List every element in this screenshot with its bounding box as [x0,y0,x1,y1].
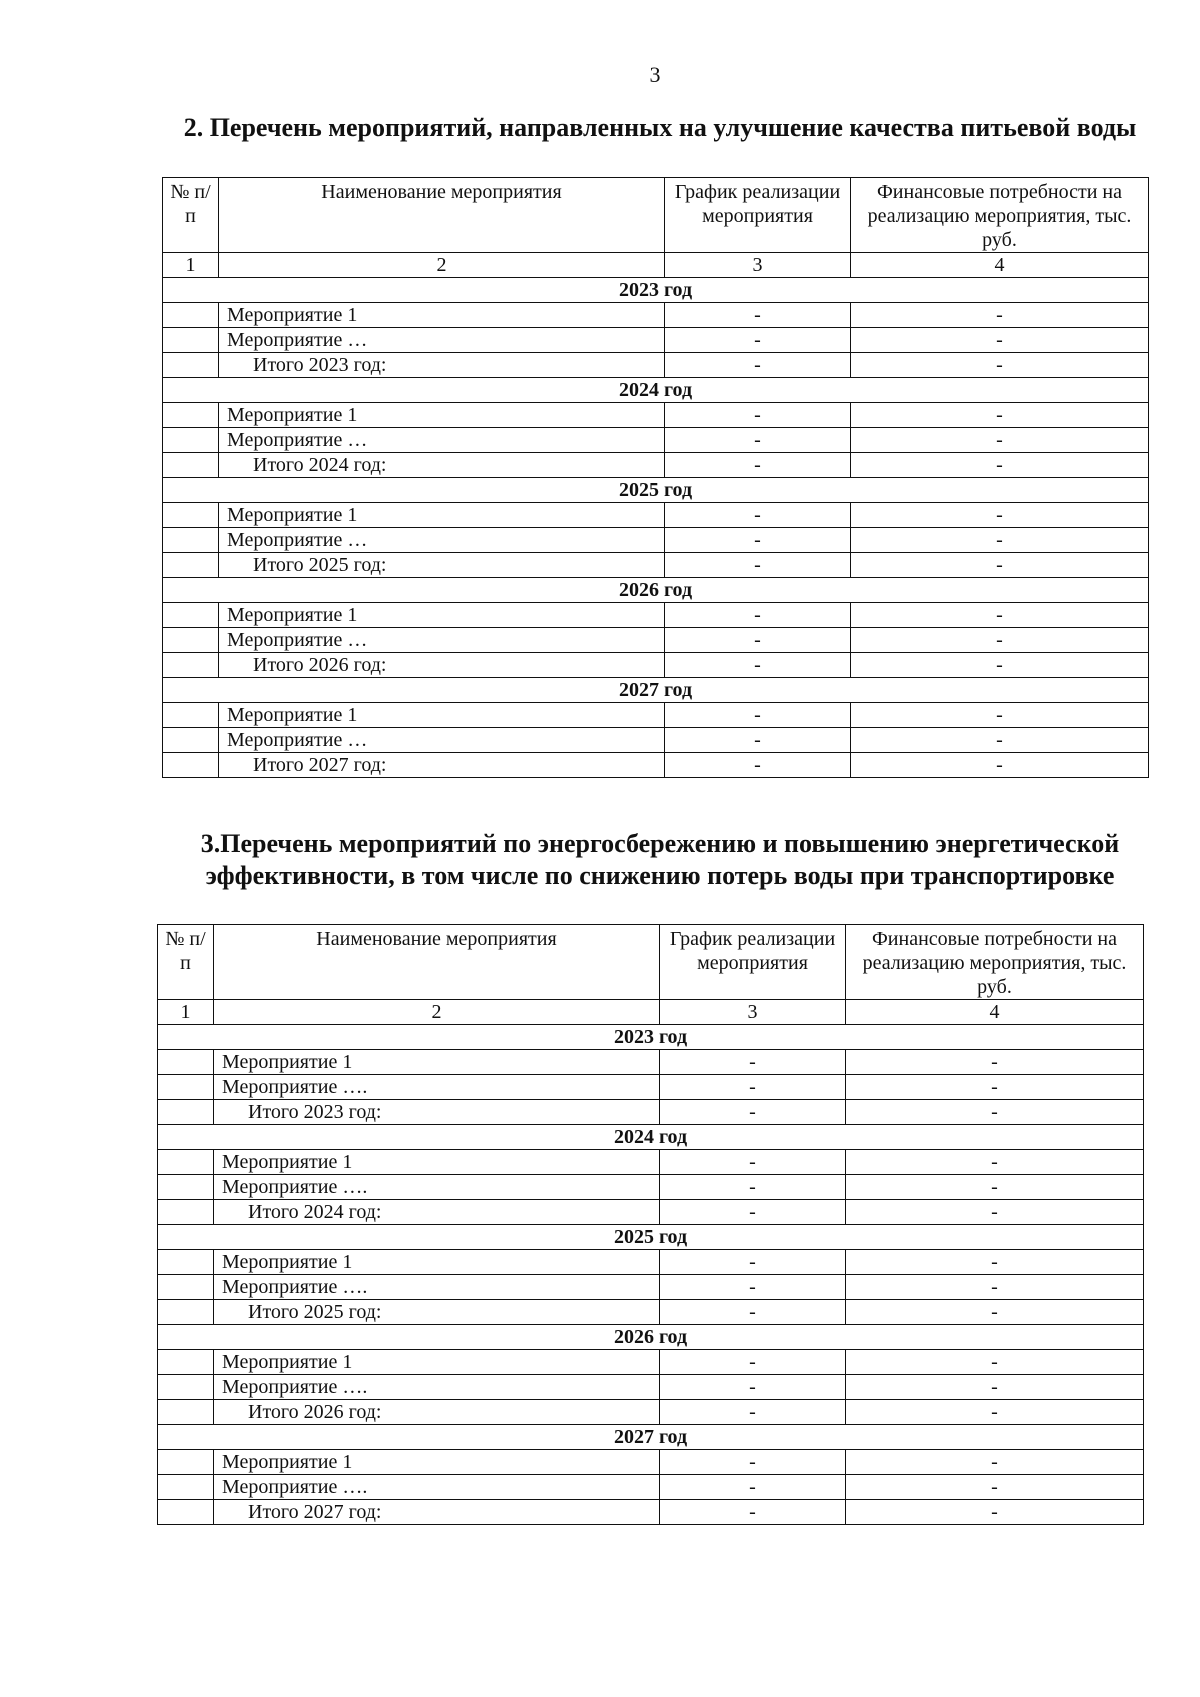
year-label: 2023 год [163,278,1149,303]
row-num [163,403,219,428]
column-number: 1 [163,253,219,278]
header-finance: Финансовые потребности на реализацию мероприятия, тыс. руб. [851,178,1149,253]
measure-schedule: - [665,403,851,428]
measure-finance: - [851,303,1149,328]
row-num [158,1175,214,1200]
measure-schedule: - [660,1350,846,1375]
measure-name: Мероприятие … [219,728,665,753]
total-label: Итого 2023 год: [214,1100,660,1125]
measure-schedule: - [660,1150,846,1175]
total-schedule: - [665,753,851,778]
table-row [158,1350,1144,1375]
measure-name: Мероприятие 1 [214,1350,660,1375]
row-num [158,1050,214,1075]
measure-name: Мероприятие …. [214,1175,660,1200]
total-finance: - [851,753,1149,778]
table-row [163,628,1149,653]
measure-schedule: - [665,728,851,753]
measure-schedule: - [660,1450,846,1475]
measure-schedule: - [660,1075,846,1100]
year-label: 2023 год [158,1025,1144,1050]
measure-schedule: - [665,503,851,528]
total-label: Итого 2025 год: [219,553,665,578]
table-row [158,1250,1144,1275]
row-num [163,628,219,653]
total-schedule: - [665,653,851,678]
measure-finance: - [846,1350,1144,1375]
table-row [163,703,1149,728]
header-name: Наименование мероприятия [219,178,665,253]
measure-finance: - [846,1050,1144,1075]
year-row [163,278,1149,303]
year-label: 2025 год [163,478,1149,503]
total-label: Итого 2023 год: [219,353,665,378]
total-schedule: - [665,453,851,478]
table-row [163,428,1149,453]
measure-finance: - [851,403,1149,428]
total-row [158,1500,1144,1525]
section-3-table [157,924,1144,1525]
table-header-row [163,178,1149,253]
measure-finance: - [851,503,1149,528]
total-schedule: - [660,1300,846,1325]
row-num [158,1250,214,1275]
measure-finance: - [851,628,1149,653]
table-row [158,1475,1144,1500]
section-3-title: 3.Перечень мероприятий по энергосбережению и повышению энергетической эффективности, в том числе по снижению потерь воды при транспортировке [200,829,1120,890]
row-num [163,303,219,328]
total-label: Итого 2027 год: [219,753,665,778]
row-num [163,653,219,678]
total-row [163,653,1149,678]
measure-schedule: - [665,528,851,553]
total-finance: - [846,1500,1144,1525]
total-finance: - [851,653,1149,678]
total-schedule: - [665,553,851,578]
total-row [163,753,1149,778]
measure-name: Мероприятие …. [214,1375,660,1400]
row-num [163,328,219,353]
total-row [158,1200,1144,1225]
total-row [163,453,1149,478]
section-2-title: 2. Перечень мероприятий, направленных на улучшение качества питьевой воды [183,113,1137,142]
total-schedule: - [665,353,851,378]
row-num [163,728,219,753]
table-row [158,1175,1144,1200]
total-label: Итого 2025 год: [214,1300,660,1325]
row-num [158,1275,214,1300]
column-number: 3 [665,253,851,278]
year-row [163,378,1149,403]
year-row [163,478,1149,503]
measure-finance: - [846,1250,1144,1275]
total-finance: - [846,1200,1144,1225]
total-finance: - [846,1100,1144,1125]
year-row [158,1025,1144,1050]
row-num [163,503,219,528]
measure-finance: - [851,728,1149,753]
measure-name: Мероприятие 1 [214,1050,660,1075]
row-num [158,1475,214,1500]
measure-schedule: - [665,628,851,653]
header-finance: Финансовые потребности на реализацию мероприятия, тыс. руб. [846,925,1144,1000]
row-num [163,603,219,628]
total-row [158,1300,1144,1325]
measure-finance: - [851,603,1149,628]
row-num [158,1150,214,1175]
column-numbers-row [163,253,1149,278]
measure-finance: - [851,428,1149,453]
measure-name: Мероприятие 1 [219,703,665,728]
row-num [163,528,219,553]
measure-finance: - [846,1275,1144,1300]
total-finance: - [851,353,1149,378]
header-schedule: График реализации мероприятия [660,925,846,1000]
measure-name: Мероприятие …. [214,1475,660,1500]
row-num [163,453,219,478]
measure-name: Мероприятие 1 [214,1250,660,1275]
table-row [158,1450,1144,1475]
total-row [163,353,1149,378]
measure-name: Мероприятие … [219,428,665,453]
total-finance: - [851,553,1149,578]
table-row [163,328,1149,353]
measure-name: Мероприятие … [219,328,665,353]
measure-schedule: - [660,1050,846,1075]
measure-schedule: - [660,1275,846,1300]
measure-schedule: - [665,328,851,353]
header-name: Наименование мероприятия [214,925,660,1000]
measure-name: Мероприятие … [219,628,665,653]
row-num [163,353,219,378]
year-row [158,1125,1144,1150]
measure-name: Мероприятие 1 [214,1450,660,1475]
measure-name: Мероприятие 1 [219,303,665,328]
measure-schedule: - [660,1250,846,1275]
row-num [158,1400,214,1425]
measure-finance: - [846,1175,1144,1200]
table-row [158,1375,1144,1400]
header-schedule: График реализации мероприятия [665,178,851,253]
section-2-table [162,177,1149,778]
total-row [158,1400,1144,1425]
measure-schedule: - [660,1375,846,1400]
header-num: № п/п [158,925,214,1000]
total-row [158,1100,1144,1125]
measure-finance: - [851,703,1149,728]
measure-name: Мероприятие 1 [214,1150,660,1175]
row-num [158,1500,214,1525]
total-schedule: - [660,1400,846,1425]
column-number: 1 [158,1000,214,1025]
table-row [163,728,1149,753]
row-num [158,1300,214,1325]
total-label: Итого 2024 год: [214,1200,660,1225]
measure-finance: - [851,328,1149,353]
total-schedule: - [660,1500,846,1525]
table-row [158,1150,1144,1175]
measure-name: Мероприятие 1 [219,503,665,528]
header-num: № п/п [163,178,219,253]
table-row [158,1075,1144,1100]
table-row [163,403,1149,428]
total-label: Итого 2026 год: [219,653,665,678]
column-number: 4 [851,253,1149,278]
table-header-row [158,925,1144,1000]
total-label: Итого 2027 год: [214,1500,660,1525]
year-row [163,678,1149,703]
total-row [163,553,1149,578]
table-row [158,1275,1144,1300]
total-schedule: - [660,1200,846,1225]
table-row [158,1050,1144,1075]
measure-finance: - [846,1450,1144,1475]
column-number: 2 [214,1000,660,1025]
total-label: Итого 2024 год: [219,453,665,478]
row-num [163,553,219,578]
year-label: 2027 год [163,678,1149,703]
year-row [163,578,1149,603]
year-label: 2024 год [163,378,1149,403]
column-number: 4 [846,1000,1144,1025]
row-num [158,1100,214,1125]
measure-schedule: - [665,428,851,453]
year-row [158,1225,1144,1250]
table-row [163,528,1149,553]
measure-schedule: - [665,303,851,328]
column-number: 2 [219,253,665,278]
row-num [163,703,219,728]
measure-schedule: - [660,1475,846,1500]
row-num [158,1375,214,1400]
year-label: 2024 год [158,1125,1144,1150]
table-row [163,503,1149,528]
measure-name: Мероприятие 1 [219,403,665,428]
page-number: 3 [649,62,661,87]
measure-finance: - [846,1075,1144,1100]
total-finance: - [846,1400,1144,1425]
row-num [158,1350,214,1375]
year-row [158,1425,1144,1450]
measure-finance: - [846,1375,1144,1400]
measure-schedule: - [665,703,851,728]
measure-schedule: - [665,603,851,628]
measure-schedule: - [660,1175,846,1200]
row-num [158,1200,214,1225]
table-row [163,303,1149,328]
total-finance: - [846,1300,1144,1325]
measure-name: Мероприятие … [219,528,665,553]
total-finance: - [851,453,1149,478]
year-label: 2026 год [163,578,1149,603]
measure-finance: - [851,528,1149,553]
year-label: 2027 год [158,1425,1144,1450]
row-num [163,753,219,778]
measure-name: Мероприятие …. [214,1075,660,1100]
measure-name: Мероприятие 1 [219,603,665,628]
row-num [158,1450,214,1475]
column-number: 3 [660,1000,846,1025]
measure-name: Мероприятие …. [214,1275,660,1300]
measure-finance: - [846,1150,1144,1175]
year-label: 2026 год [158,1325,1144,1350]
row-num [163,428,219,453]
year-row [158,1325,1144,1350]
total-schedule: - [660,1100,846,1125]
column-numbers-row [158,1000,1144,1025]
year-label: 2025 год [158,1225,1144,1250]
measure-finance: - [846,1475,1144,1500]
total-label: Итого 2026 год: [214,1400,660,1425]
table-row [163,603,1149,628]
row-num [158,1075,214,1100]
